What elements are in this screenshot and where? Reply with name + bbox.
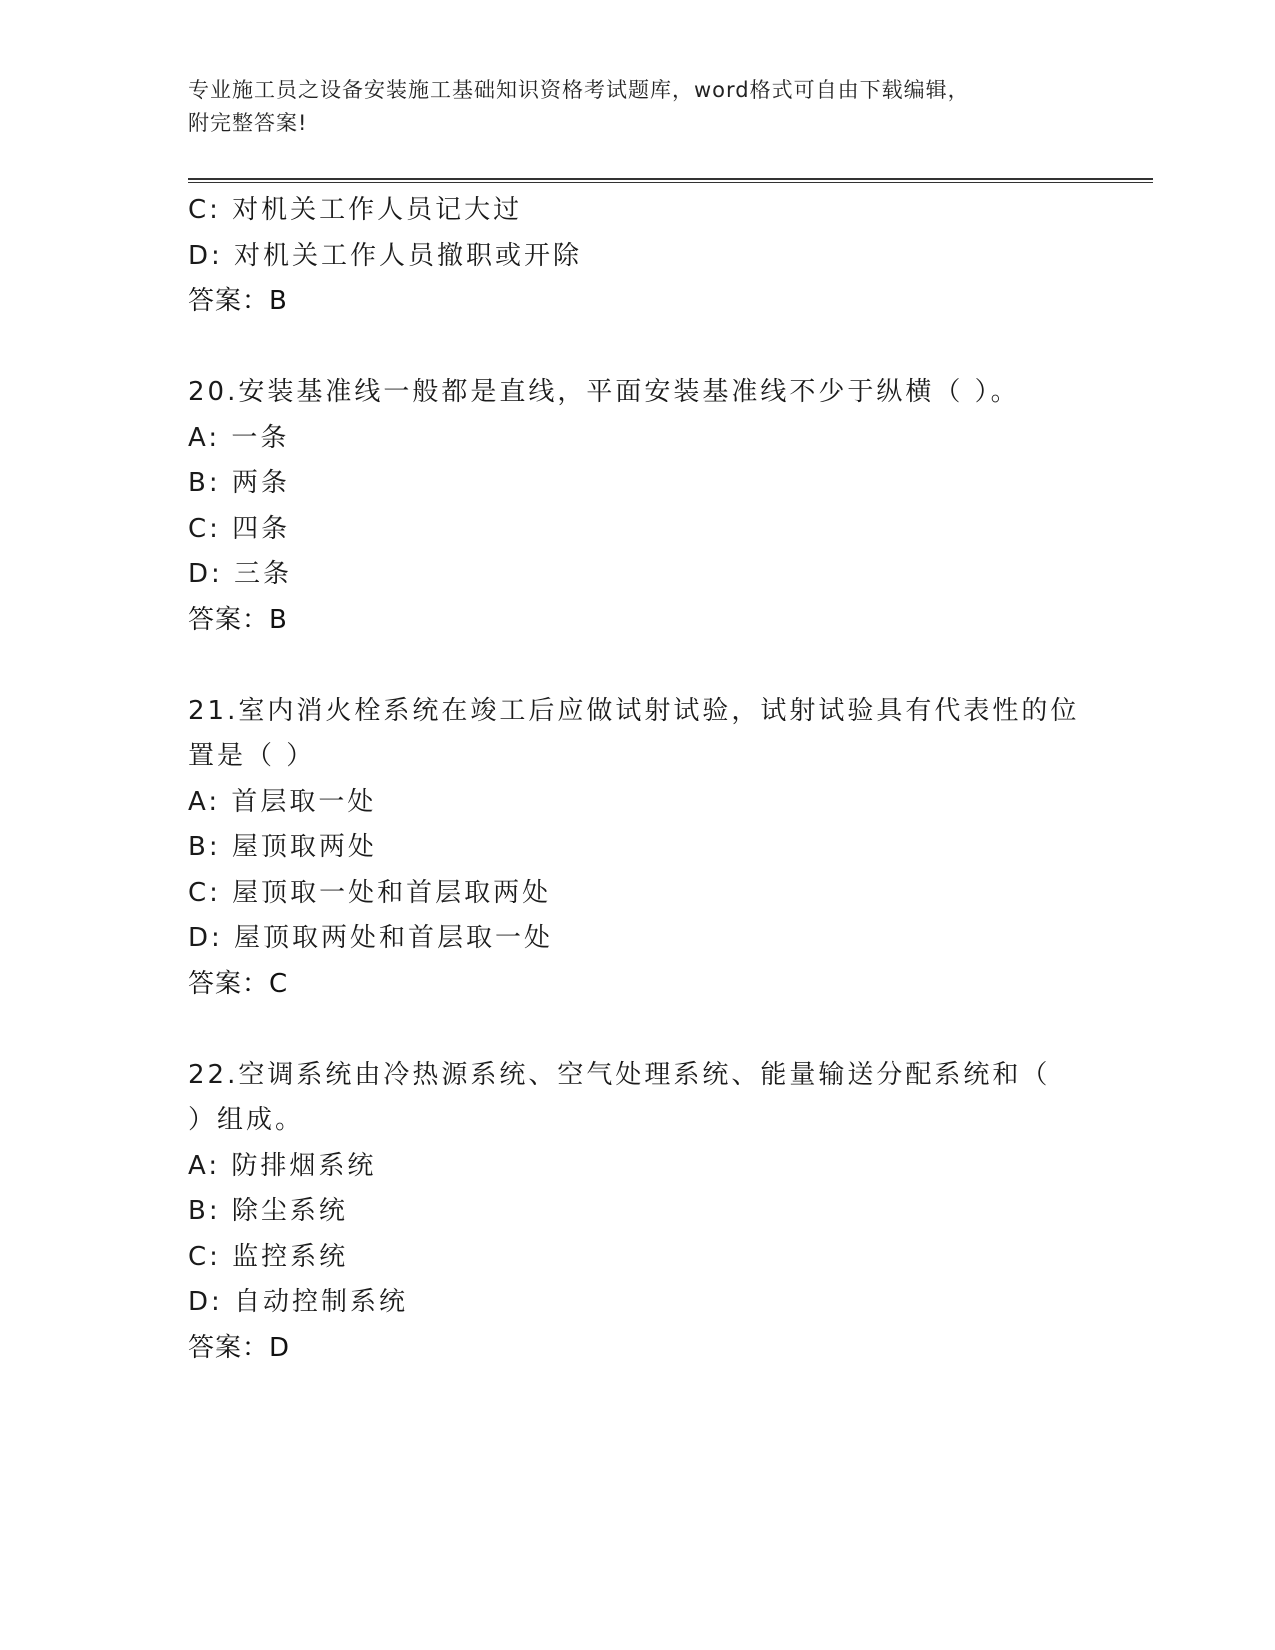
header-line-1: 专业施工员之设备安装施工基础知识资格考试题库，word格式可自由下载编辑， (188, 78, 970, 102)
question-22 (188, 1053, 1088, 1372)
answer-line: 答案：B (188, 286, 288, 316)
option-a: A: 首层取一处 (188, 786, 377, 817)
question-text: 22.空调系统由冷热源系统、空气处理系统、能量输送分配系统和（ (188, 1059, 1051, 1090)
answer-line: 答案：B (188, 604, 288, 635)
question-text: 21.室内消火栓系统在竣工后应做试射试验，试射试验具有代表性的位 (188, 695, 1080, 726)
question-text: 20.安装基准线一般都是直线，平面安装基准线不少于纵横（ ）。 (188, 377, 1020, 407)
option-a: A: 一条 (188, 422, 290, 453)
question-fragment (188, 188, 1088, 325)
option-d: D: 对机关工作人员撤职或开除 (188, 240, 583, 271)
header-line-2: 附完整答案! (188, 111, 308, 135)
question-text-continued: 置是（ ） (188, 741, 316, 771)
question-20 (188, 370, 1088, 643)
option-d: D: 屋顶取两处和首层取一处 (188, 923, 554, 953)
header-divider (188, 178, 1153, 183)
option-b: B: 两条 (188, 468, 290, 498)
answer-line: 答案：D (188, 1332, 291, 1363)
option-c: C: 四条 (188, 513, 291, 544)
option-d: D: 三条 (188, 559, 293, 589)
option-c: C: 监控系统 (188, 1241, 349, 1272)
option-c: C: 对机关工作人员记大过 (188, 195, 523, 225)
document-header (188, 74, 1068, 140)
answer-line: 答案：C (188, 968, 289, 999)
option-b: B: 屋顶取两处 (188, 832, 377, 862)
option-d: D: 自动控制系统 (188, 1287, 409, 1317)
option-a: A: 防排烟系统 (188, 1150, 377, 1181)
question-21 (188, 689, 1088, 1008)
option-b: B: 除尘系统 (188, 1196, 348, 1226)
document-body (188, 188, 1088, 1371)
option-c: C: 屋顶取一处和首层取两处 (188, 877, 552, 908)
question-text-continued: ）组成。 (188, 1105, 305, 1135)
